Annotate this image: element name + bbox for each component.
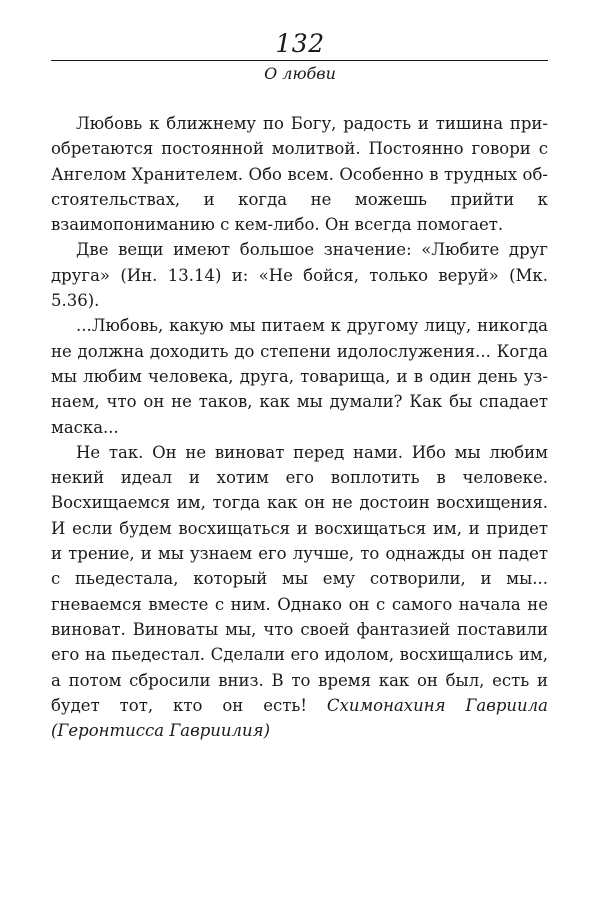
paragraph-2: Две вещи имеют большое значение: «Любите друг друга» (Ин. 13.14) и: «Не бойся, только веруй» (Мк. 5.36). xyxy=(51,240,548,311)
paragraph-1: Любовь к ближнему по Богу, радость и тишина приобретаются постоянной молитвой. Постоянно говори с Ангелом Хранителем. Обо всем. Особенно в трудных обстоятельствах, и когда не можешь прийти к взаимопониманию с кем-либо. Он всегда помогает. xyxy=(51,114,548,235)
header-rule xyxy=(51,60,548,61)
page-number: 132 xyxy=(275,29,325,58)
paragraph-3: ...Любовь, какую мы питаем к другому лицу, никогда не должна доходить до степени идолослужения... Когда мы любим человека, друга, товарища, и в один день узнаем, что он не таков, как мы думали? Как бы спадает маска... xyxy=(51,316,548,437)
paragraph-4 xyxy=(51,440,548,744)
author-signature: Схимонахиня Гавриила (Геронтисса Гавриилия) xyxy=(51,695,548,741)
body-text xyxy=(51,111,548,743)
paragraph-4-text: Не так. Он не виноват перед нами. Ибо мы любим некий идеал и хотим его воплотить в человеке. Восхищаемся им, тогда как он не достоин восхищения. И если будем восхищаться и восхищаться им, и придет и трение, и мы узнаем его лучше, то однажды он падет с пьедестала, который мы ему сотворили, и мы... гневаемся вместе с ним. Однако он с самого начала не виноват. Виноваты мы, что своей фантазией поставили его на пьедестал. Сделали его идолом, восхищались им, а потом сбросили вниз. В то время как он был, есть и будет тот, кто он есть! xyxy=(51,442,548,715)
section-title: О любви xyxy=(264,64,336,83)
